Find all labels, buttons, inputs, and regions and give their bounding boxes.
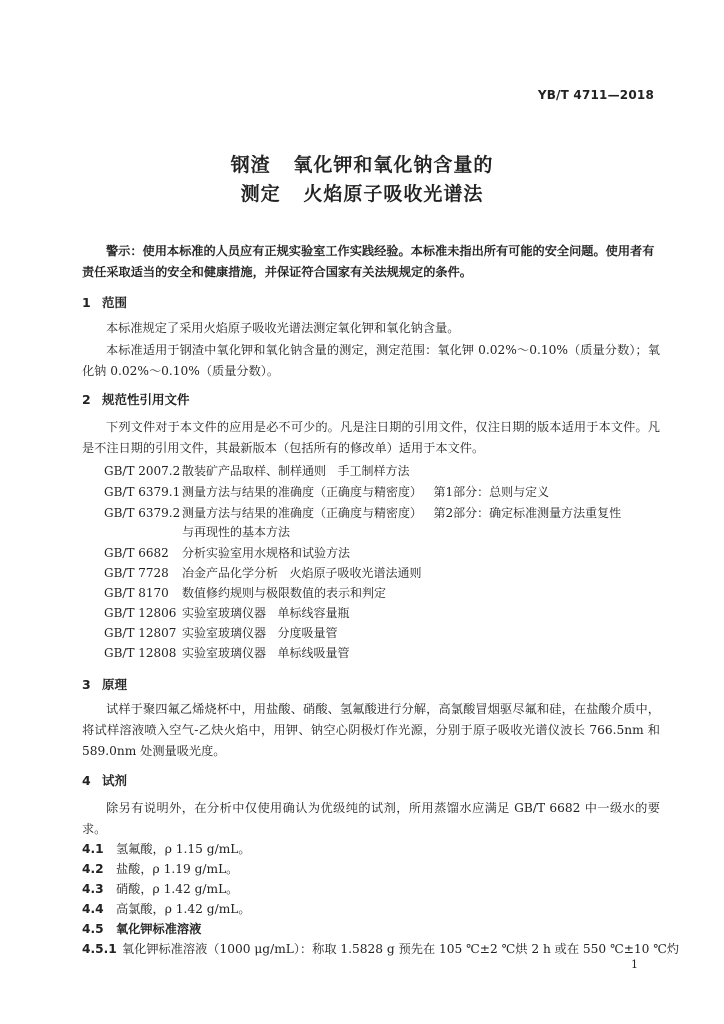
- subsection-number: 4.5: [82, 922, 104, 936]
- reference-title: 与再现性的基本方法: [182, 525, 291, 539]
- reference-item: [104, 483, 549, 500]
- reference-code: GB/T 7728: [104, 566, 169, 580]
- reference-code: GB/T 12807: [104, 626, 177, 640]
- reference-title: 实验室玻璃仪器 单标线容量瓶: [182, 606, 350, 620]
- reagent-item: [82, 840, 251, 857]
- reagent-number: 4.3: [82, 882, 104, 896]
- reference-code: GB/T 6379.1: [104, 485, 181, 499]
- section-3-title: 原理: [102, 677, 128, 692]
- subsection-heading: [82, 920, 201, 937]
- reference-item: [104, 584, 386, 601]
- section-4-intro: 除另有说明外，在分析中仅使用确认为优级纯的试剂，所用蒸馏水应满足 GB/T 6682 中一级水的要求。: [82, 801, 660, 836]
- reference-title: 散装矿产品取样、制样通则 手工制样方法: [182, 464, 410, 478]
- section-3-heading: [82, 675, 127, 693]
- section-2-heading: [82, 390, 190, 408]
- section-1-title: 范围: [102, 295, 128, 310]
- reference-title: 数值修约规则与极限数值的表示和判定: [182, 586, 387, 600]
- reagent-text: 盐酸，ρ 1.19 g/mL。: [116, 862, 239, 876]
- subsection-title: 氧化钾标准溶液: [116, 922, 202, 936]
- standard-number: YB/T 4711—2018: [537, 88, 654, 102]
- section-1-paragraph-2: 本标准适用于钢渣中氧化钾和氧化钠含量的测定，测定范围：氧化钾 0.02%～0.10%（质量分数）；氧化钠 0.02%～0.10%（质量分数）。: [82, 343, 660, 378]
- page-number: 1: [631, 958, 638, 971]
- safety-warning: 警示：使用本标准的人员应有正规实验室工作实践经验。本标准未指出所有可能的安全问题。使用者有责任采取适当的安全和健康措施，并保证符合国家有关法规规定的条件。: [82, 244, 655, 279]
- reagent-item: [82, 900, 251, 917]
- reference-title: 分析实验室用水规格和试验方法: [182, 546, 351, 560]
- reference-title: 实验室玻璃仪器 单标线吸量管: [182, 646, 350, 660]
- reference-item: [104, 624, 337, 641]
- section-4-number: 4: [82, 773, 91, 788]
- reference-item: [104, 544, 350, 561]
- sub-item: [82, 940, 679, 957]
- reference-code: GB/T 6379.2: [104, 506, 181, 520]
- reference-title: 测量方法与结果的准确度（正确度与精密度） 第1部分：总则与定义: [182, 485, 550, 499]
- section-2-intro: 下列文件对于本文件的应用是必不可少的。凡是注日期的引用文件，仅注日期的版本适用于本文件。凡是不注日期的引用文件，其最新版本（包括所有的修改单）适用于本文件。: [82, 420, 660, 455]
- section-4-heading: [82, 771, 127, 789]
- reference-code: GB/T 12806: [104, 606, 177, 620]
- reagent-item: [82, 860, 238, 877]
- reference-title: 实验室玻璃仪器 分度吸量管: [182, 626, 338, 640]
- section-1-paragraph-1: 本标准规定了采用火焰原子吸收光谱法测定氧化钾和氧化钠含量。: [106, 321, 460, 335]
- reference-item: [104, 564, 421, 581]
- reagent-number: 4.4: [82, 902, 104, 916]
- reagent-item: [82, 880, 238, 897]
- reference-item: [104, 604, 349, 621]
- reagent-number: 4.2: [82, 862, 104, 876]
- section-4-title: 试剂: [102, 773, 128, 788]
- reference-title: 冶金产品化学分析 火焰原子吸收光谱法通则: [182, 566, 422, 580]
- reference-code: GB/T 12808: [104, 646, 177, 660]
- reagent-text: 高氯酸，ρ 1.42 g/mL。: [116, 902, 251, 916]
- title-line-2: 测定 火焰原子吸收光谱法: [240, 183, 484, 205]
- section-3-number: 3: [82, 677, 91, 692]
- title-line-1: 钢渣 氧化钾和氧化钠含量的: [230, 154, 494, 176]
- reagent-number: 4.1: [82, 842, 104, 856]
- reference-item: [104, 462, 409, 479]
- reference-code: GB/T 6682: [104, 546, 169, 560]
- section-1-number: 1: [82, 295, 91, 310]
- reference-item: [104, 644, 349, 661]
- section-2-title: 规范性引用文件: [102, 392, 190, 407]
- reference-title: 测量方法与结果的准确度（正确度与精密度） 第2部分：确定标准测量方法重复性: [182, 506, 622, 520]
- reagent-text: 硝酸，ρ 1.42 g/mL。: [116, 882, 239, 896]
- section-3-text: 试样于聚四氟乙烯烧杯中，用盐酸、硝酸、氢氟酸进行分解，高氯酸冒烟驱尽氟和硅，在盐酸介质中，将试样溶液喷入空气-乙炔火焰中，用钾、钠空心阴极灯作光源，分别于原子吸收光谱仪波长 766.5nm 和 589.0nm 处测量吸光度。: [82, 702, 660, 758]
- reference-code: GB/T 8170: [104, 586, 169, 600]
- reagent-text: 氢氟酸，ρ 1.15 g/mL。: [116, 842, 251, 856]
- section-1-heading: [82, 293, 127, 311]
- sub-item-text: 氧化钾标准溶液（1000 μg/mL）：称取 1.5828 g 预先在 105 ℃±2 ℃烘 2 h 或在 550 ℃±10 ℃灼: [122, 942, 680, 956]
- reference-code: GB/T 2007.2: [104, 464, 181, 478]
- reference-item: [104, 504, 621, 521]
- reference-item-continuation: [104, 523, 290, 540]
- section-2-number: 2: [82, 392, 91, 407]
- sub-item-number: 4.5.1: [82, 942, 117, 956]
